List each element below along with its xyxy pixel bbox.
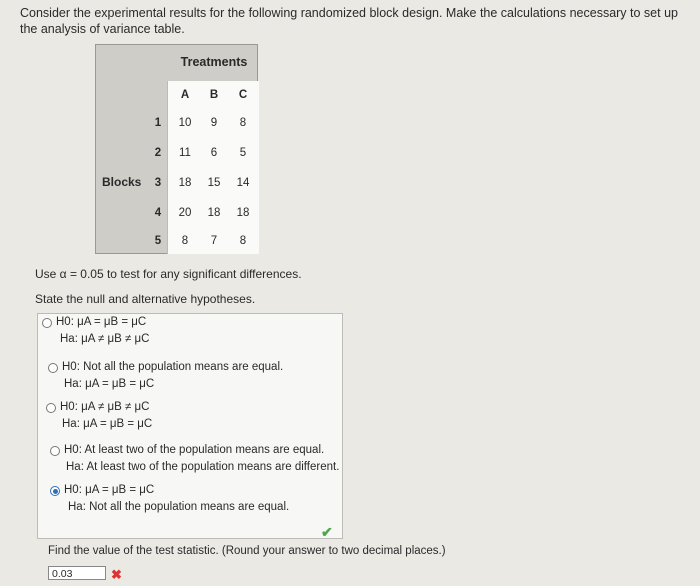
table-cell: 10 [178,117,192,129]
table-cell: 8 [239,117,247,129]
option-2-h0: H0: Not all the population means are equal. [62,361,284,373]
treatments-header: Treatments [180,55,248,69]
option-4-ha: Ha: At least two of the population means are different. [66,461,340,473]
table-cell: 18 [207,207,221,219]
correct-check-icon: ✔ [321,524,333,540]
row-label: 3 [154,177,162,189]
row-label: 1 [154,117,162,129]
option-3-h0: H0: μA ≠ μB ≠ μC [60,401,150,413]
table-grid [167,81,259,254]
option-3-ha: Ha: μA = μB = μC [62,418,153,430]
radio-option-1[interactable] [42,318,52,328]
option-5-h0: H0: μA = μB = μC [64,484,155,496]
table-cell: 8 [181,235,189,247]
data-table [95,44,258,254]
table-cell: 5 [239,147,247,159]
hypotheses-prompt: State the null and alternative hypotheses. [35,292,256,306]
column-header-b: B [209,89,219,101]
row-label: 5 [154,235,162,247]
option-1-ha: Ha: μA ≠ μB ≠ μC [60,333,150,345]
radio-option-2[interactable] [48,363,58,373]
table-cell: 6 [210,147,218,159]
column-header-c: C [238,89,248,101]
table-cell: 14 [236,177,250,189]
column-header-a: A [180,89,190,101]
option-5-ha: Ha: Not all the population means are equal. [68,501,290,513]
hypothesis-options [37,313,343,539]
option-1-h0: H0: μA = μB = μC [56,316,147,328]
table-cell: 9 [210,117,218,129]
table-cell: 15 [207,177,221,189]
table-cell: 18 [236,207,250,219]
table-cell: 8 [239,235,247,247]
test-statistic-prompt: Find the value of the test statistic. (Round your answer to two decimal places.) [48,545,446,557]
alpha-instruction: Use α = 0.05 to test for any significant differences. [35,267,302,281]
radio-option-3[interactable] [46,403,56,413]
table-cell: 18 [178,177,192,189]
option-4-h0: H0: At least two of the population means are equal. [64,444,325,456]
blocks-label: Blocks [102,175,142,189]
row-label: 2 [154,147,162,159]
row-label: 4 [154,207,162,219]
test-statistic-input[interactable]: 0.03 [48,566,106,580]
table-cell: 11 [179,147,191,159]
table-cell: 20 [178,207,192,219]
table-cell: 7 [210,235,218,247]
incorrect-x-icon: ✖ [111,567,122,582]
radio-option-4[interactable] [50,446,60,456]
radio-option-5[interactable] [50,486,60,496]
question-intro: Consider the experimental results for the following randomized block design. Make the calculations necessary to set up the analysis of variance table. [20,6,678,36]
option-2-ha: Ha: μA = μB = μC [64,378,155,390]
